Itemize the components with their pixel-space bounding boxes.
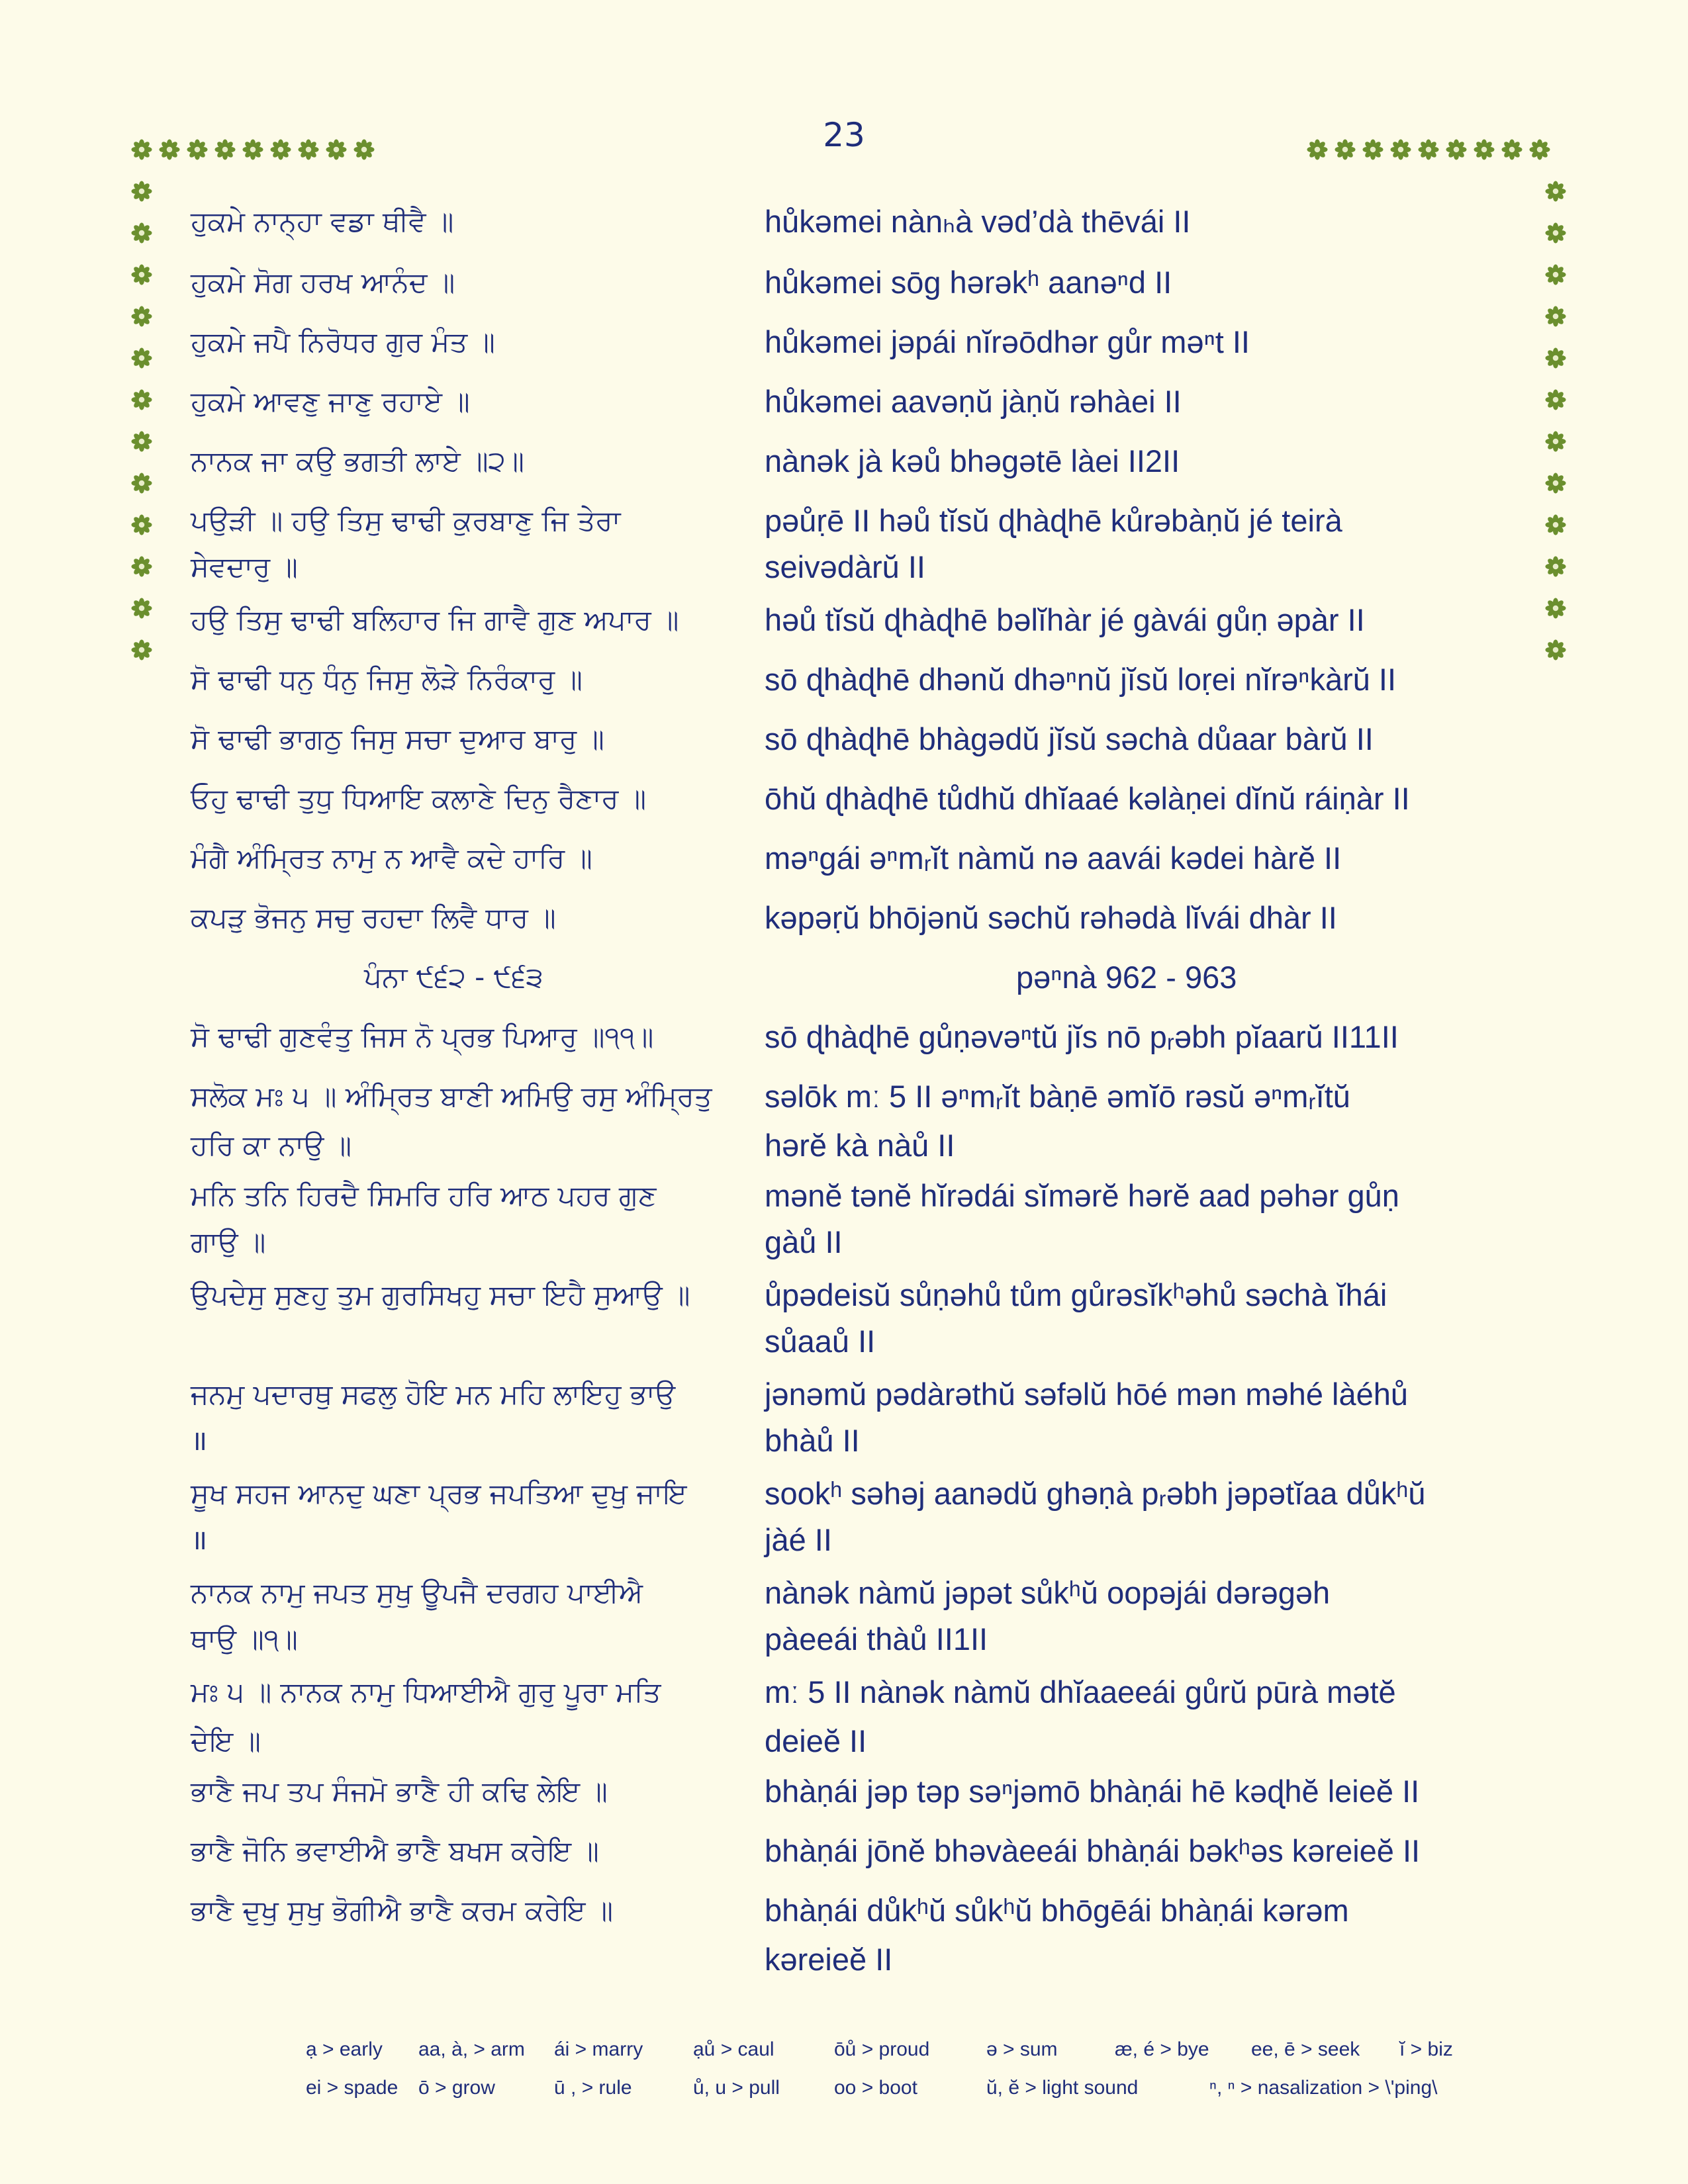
gurmukhi-line: ਪਉੜੀ ॥ ਹਉ ਤਿਸੁ ਢਾਢੀ ਕੁਰਬਾਣੁ ਜਿ ਤੇਰਾ xyxy=(191,504,621,537)
gurmukhi-line: ਓਹੁ ਢਾਢੀ ਤੁਧੁ ਧਿਆਇ ਕਲਾਣੇ ਦਿਨੁ ਰੈਣਾਰ ॥ xyxy=(191,782,647,815)
legend-entry: ŭ, ĕ > light sound xyxy=(986,2077,1139,2099)
gurmukhi-line: ॥ xyxy=(191,1424,208,1457)
legend-entry: ⁿ, ⁿ > nasalization > \'ping\ xyxy=(1209,2077,1438,2099)
legend-entry: æ, é > bye xyxy=(1115,2038,1209,2060)
gurmukhi-line: ਉਪਦੇਸੁ ਸੁਣਹੁ ਤੁਮ ਗੁਰਸਿਖਹੁ ਸਚਾ ਇਹੈ ਸੁਆਉ ॥ xyxy=(191,1279,690,1311)
pronunciation-legend xyxy=(306,2038,1497,2115)
gurmukhi-line: ਹਰਿ ਕਾ ਨਾਉ ॥ xyxy=(191,1129,352,1161)
gurmukhi-line: ਸਲੋਕ ਮਃ ੫ ॥ ਅੰਮ੍ਰਿਤ ਬਾਣੀ ਅਮਿਉ ਰਸੁ ਅੰਮ੍ਰਿਤੁ xyxy=(191,1080,712,1113)
transliteration-line: jənəmŭ pədàrəthŭ səfəlŭ hōé mən məhé làéhů xyxy=(765,1377,1409,1412)
legend-entry: ei > spade xyxy=(306,2077,399,2099)
gurmukhi-line: ਸੋ ਢਾਢੀ ਭਾਗਠੁ ਜਿਸੁ ਸਚਾ ਦੁਆਰ ਬਾਰੁ ॥ xyxy=(191,723,604,755)
transliteration-line: bhàů II xyxy=(765,1423,860,1458)
transliteration-line: jàé II xyxy=(765,1522,832,1557)
gurmukhi-line: ਭਾਣੈ ਜਪ ਤਪ ਸੰਜਮੋ ਭਾਣੈ ਹੀ ਕਢਿ ਲੇਇ ॥ xyxy=(191,1775,608,1807)
transliteration-line: bhàṇái důkʰŭ sůkʰŭ bhōgēái bhàṇái kərəm xyxy=(765,1893,1349,1928)
gurmukhi-line: ਥਾਉ ॥੧॥ xyxy=(191,1623,298,1655)
transliteration-line: sookʰ səhəj aanədŭ ghəṇà pᵣəbh jəpətĭaa důkʰŭ xyxy=(765,1476,1426,1511)
page-range-gurmukhi: ਪੰਨਾ ੯੬੨ - ੯੬੩ xyxy=(364,961,543,993)
gurmukhi-line: ਸੇਵਦਾਰੁ ॥ xyxy=(191,551,298,583)
transliteration-line: məⁿgái əⁿmᵣĭt nàmŭ nə aavái kədei hàrĕ II xyxy=(765,841,1342,876)
transliteration-line: hůkəmei jəpái nĭrəōdhər gůr məⁿt II xyxy=(765,324,1250,359)
legend-entry: ĭ > biz xyxy=(1399,2038,1453,2060)
legend-row xyxy=(306,2038,1497,2077)
transliteration-line: ůpədeisŭ sůṇəhů tům gůrəsĭkʰəhů səchà ĭhái xyxy=(765,1277,1387,1312)
transliteration-line: sō ɖhàɖhē gůṇəvəⁿtŭ jĭs nō pᵣəbh pĭaarŭ II11II xyxy=(765,1019,1399,1054)
transliteration-line: nànək nàmŭ jəpət sůkʰŭ oopəjái dərəgəh xyxy=(765,1575,1331,1610)
legend-entry: ə > sum xyxy=(986,2038,1058,2060)
legend-entry: ạů > caul xyxy=(693,2038,774,2060)
transliteration-line: sō ɖhàɖhē bhàgədŭ jĭsŭ səchà důaar bàrŭ II xyxy=(765,721,1374,756)
gurmukhi-line: ਹੁਕਮੇ ਜਪੈ ਨਿਰੋਧਰ ਗੁਰ ਮੰਤ ॥ xyxy=(191,326,495,358)
transliteration-line: kəreieĕ II xyxy=(765,1942,893,1977)
gurmukhi-line: ਭਾਣੈ ਦੁਖੁ ਸੁਖੁ ਭੋਗੀਐ ਭਾਣੈ ਕਰਮ ਕਰੇਇ ॥ xyxy=(191,1894,614,1927)
gurmukhi-line: ਹੁਕਮੇ ਨਾਨ੍ਹਾ ਵਡਾ ਥੀਵੈ ॥ xyxy=(191,205,454,238)
transliteration-line: deieĕ II xyxy=(765,1723,867,1758)
gurmukhi-line: ਗਾਉ ॥ xyxy=(191,1226,266,1258)
transliteration-line: hərĕ kà nàů II xyxy=(765,1128,955,1163)
legend-entry: ū , > rule xyxy=(554,2077,632,2099)
transliteration-line: hůkəmei aavəṇŭ jàṇŭ rəhàei II xyxy=(765,384,1182,419)
legend-entry: ái > marry xyxy=(554,2038,643,2060)
transliteration-line: gàů II xyxy=(765,1224,843,1259)
transliteration-line: bhàṇái jōnĕ bhəvàeeái bhàṇái bəkʰəs kəreieĕ II xyxy=(765,1833,1421,1868)
transliteration-line: nànək jà kəů bhəgətē làei II2II xyxy=(765,443,1180,478)
transliteration-line: hůkəmei nànₕà vəd’dà thēvái II xyxy=(765,204,1191,239)
gurmukhi-line: ਦੇਇ ॥ xyxy=(191,1725,261,1757)
legend-entry: ōů > proud xyxy=(834,2038,930,2060)
transliteration-line: sůaaů II xyxy=(765,1324,876,1359)
legend-entry: ů, u > pull xyxy=(693,2077,780,2099)
gurmukhi-line: ਸੂਖ ਸਹਜ ਆਨਦੁ ਘਣਾ ਪ੍ਰਭ ਜਪਤਿਆ ਦੁਖੁ ਜਾਇ xyxy=(191,1477,687,1510)
gurmukhi-line: ਮੰਗੈ ਅੰਮ੍ਰਿਤ ਨਾਮੁ ਨ ਆਵੈ ਕਦੇ ਹਾਰਿ ॥ xyxy=(191,842,592,874)
gurmukhi-line: ਭਾਣੈ ਜੋਨਿ ਭਵਾਈਐ ਭਾਣੈ ਬਖਸ ਕਰੇਇ ॥ xyxy=(191,1835,599,1867)
transliteration-line: kəpəṛŭ bhōjənŭ səchŭ rəhədà lĭvái dhàr II xyxy=(765,900,1337,935)
transliteration-line: ōhŭ ɖhàɖhē tůdhŭ dhĭaaé kəlàṇei dĭnŭ ráiṇàr II xyxy=(765,781,1410,816)
gurmukhi-line: ਨਾਨਕ ਜਾ ਕਉ ਭਗਤੀ ਲਾਏ ॥੨॥ xyxy=(191,445,524,477)
transliteration-line: pàeeái thàů II1II xyxy=(765,1621,988,1657)
gurmukhi-line: ਕਪੜੁ ਭੋਜਨੁ ਸਚੁ ਰਹਦਾ ਲਿਵੈ ਧਾਰ ॥ xyxy=(191,901,556,934)
legend-entry: ō > grow xyxy=(418,2077,495,2099)
legend-entry: ee, ē > seek xyxy=(1251,2038,1360,2060)
transliteration-line: hůkəmei sōg hərəkʰ aanəⁿd II xyxy=(765,265,1172,300)
gurmukhi-line: ਜਨਮੁ ਪਦਾਰਥੁ ਸਫਲੁ ਹੋਇ ਮਨ ਮਹਿ ਲਾਇਹੁ ਭਾਉ xyxy=(191,1378,676,1410)
transliteration-line: seivədàrŭ II xyxy=(765,549,925,584)
gurmukhi-line: ॥ xyxy=(191,1524,208,1556)
transliteration-line: sō ɖhàɖhē dhənŭ dhəⁿnŭ jĭsŭ loṛei nĭrəⁿkàrŭ II xyxy=(765,662,1397,697)
transliteration-line: bhàṇái jəp təp səⁿjəmō bhàṇái hē kəɖhĕ leieĕ II xyxy=(765,1774,1420,1809)
legend-entry: aa, à, > arm xyxy=(418,2038,525,2060)
transliteration-line: pəůṛē II həů tĭsŭ ɖhàɖhē kůrəbàṇŭ jé teirà xyxy=(765,503,1342,538)
gurmukhi-line: ਹੁਕਮੇ ਸੋਗ ਹਰਖ ਆਨੰਦ ॥ xyxy=(191,266,455,298)
transliteration-line: mː 5 II nànək nàmŭ dhĭaaeeái gůrŭ pūrà mətĕ xyxy=(765,1674,1396,1709)
gurmukhi-line: ਨਾਨਕ ਨਾਮੁ ਜਪਤ ਸੁਖੁ ਊਪਜੈ ਦਰਗਹ ਪਾਈਐ xyxy=(191,1576,643,1609)
transliteration-line: həů tĭsŭ ɖhàɖhē bəlĭhàr jé gàvái gůṇ əpàr II xyxy=(765,602,1365,637)
gurmukhi-line: ਮਃ ੫ ॥ ਨਾਨਕ ਨਾਮੁ ਧਿਆਈਐ ਗੁਰੁ ਪੂਰਾ ਮਤਿ xyxy=(191,1676,661,1708)
page-number: 23 xyxy=(823,116,865,154)
gurmukhi-line: ਸੋ ਢਾਢੀ ਗੁਣਵੰਤੁ ਜਿਸ ਨੋ ਪ੍ਰਭ ਪਿਆਰੁ ॥੧੧॥ xyxy=(191,1021,654,1053)
gurmukhi-line: ਮਨਿ ਤਨਿ ਹਿਰਦੈ ਸਿਮਰਿ ਹਰਿ ਆਠ ਪਹਰ ਗੁਣ xyxy=(191,1179,657,1212)
transliteration-line: səlōk mː 5 II əⁿmᵣĭt bàṇē əmĭō rəsŭ əⁿmᵣĭtŭ xyxy=(765,1079,1350,1114)
legend-row xyxy=(306,2077,1497,2115)
page-range-translit: pəⁿnà 962 - 963 xyxy=(1016,960,1237,995)
gurmukhi-line: ਹੁਕਮੇ ਆਵਣੁ ਜਾਣੁ ਰਹਾਏ ॥ xyxy=(191,385,470,418)
legend-entry: ạ > early xyxy=(306,2038,383,2060)
gurmukhi-line: ਸੋ ਢਾਢੀ ਧਨੁ ਧੰਨੁ ਜਿਸੁ ਲੋੜੇ ਨਿਰੰਕਾਰੁ ॥ xyxy=(191,663,583,696)
transliteration-line: mənĕ tənĕ hĭrədái sĭmərĕ hərĕ aad pəhər gůṇ xyxy=(765,1178,1399,1213)
gurmukhi-line: ਹਉ ਤਿਸੁ ਢਾਢੀ ਬਲਿਹਾਰ ਜਿ ਗਾਵੈ ਗੁਣ ਅਪਾਰ ॥ xyxy=(191,604,679,636)
legend-entry: oo > boot xyxy=(834,2077,917,2099)
